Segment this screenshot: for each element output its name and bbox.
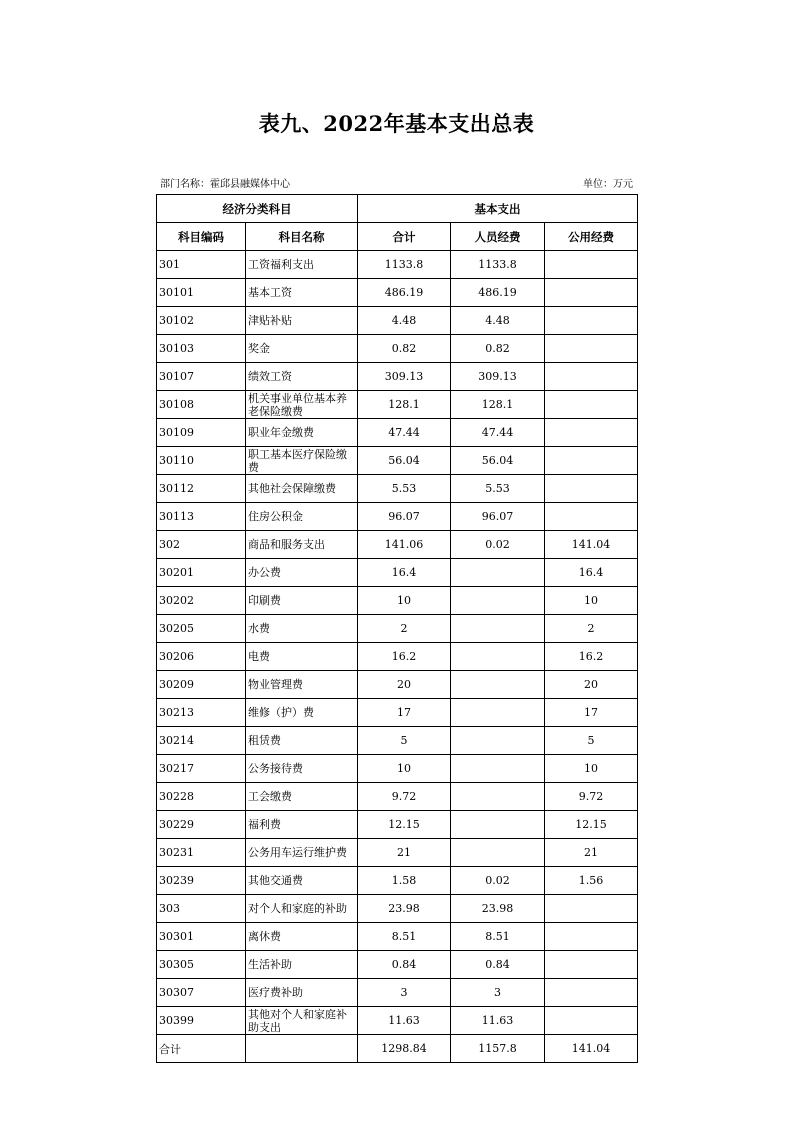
table-row: [157, 839, 638, 867]
cell-personnel: [451, 559, 545, 587]
cell-code: 30214: [157, 727, 246, 755]
department-label: 部门名称：霍邱县融媒体中心: [160, 179, 290, 190]
cell-name: 维修（护）费: [246, 699, 358, 727]
cell-personnel: [451, 587, 545, 615]
unit-label: 单位：万元: [583, 179, 633, 190]
cell-code: 30213: [157, 699, 246, 727]
table-row: [157, 503, 638, 531]
table-row: [157, 643, 638, 671]
table-row: [157, 699, 638, 727]
cell-public: 10: [545, 587, 638, 615]
cell-name: 福利费: [246, 811, 358, 839]
cell-name: 离休费: [246, 923, 358, 951]
cell-personnel: [451, 783, 545, 811]
cell-personnel: [451, 727, 545, 755]
cell-total: 309.13: [358, 363, 451, 391]
header-personnel: 人员经费: [451, 223, 545, 251]
cell-personnel: 96.07: [451, 503, 545, 531]
cell-code: 30209: [157, 671, 246, 699]
cell-personnel: 1157.8: [451, 1035, 545, 1063]
cell-personnel: 47.44: [451, 419, 545, 447]
cell-total: 11.63: [358, 1007, 451, 1035]
cell-total: 20: [358, 671, 451, 699]
cell-total: 141.06: [358, 531, 451, 559]
cell-personnel: [451, 755, 545, 783]
cell-code: 302: [157, 531, 246, 559]
cell-total: 1133.8: [358, 251, 451, 279]
cell-personnel: 0.82: [451, 335, 545, 363]
cell-code: 301: [157, 251, 246, 279]
cell-personnel: 56.04: [451, 447, 545, 475]
cell-personnel: 23.98: [451, 895, 545, 923]
cell-code: 30206: [157, 643, 246, 671]
cell-name: 奖金: [246, 335, 358, 363]
cell-total: 486.19: [358, 279, 451, 307]
cell-name: 基本工资: [246, 279, 358, 307]
table-row: [157, 1035, 638, 1063]
cell-personnel: [451, 615, 545, 643]
table-row: [157, 587, 638, 615]
cell-personnel: 8.51: [451, 923, 545, 951]
cell-public: [545, 895, 638, 923]
cell-code: 30301: [157, 923, 246, 951]
cell-code: 30231: [157, 839, 246, 867]
cell-public: [545, 923, 638, 951]
table-row: [157, 755, 638, 783]
header-code: 科目编码: [157, 223, 246, 251]
cell-name: 公务用车运行维护费: [246, 839, 358, 867]
table-row: [157, 671, 638, 699]
cell-name: 生活补助: [246, 951, 358, 979]
cell-total: 0.84: [358, 951, 451, 979]
table-row: [157, 811, 638, 839]
cell-total: 2: [358, 615, 451, 643]
cell-public: [545, 335, 638, 363]
cell-public: [545, 475, 638, 503]
cell-personnel: [451, 699, 545, 727]
cell-personnel: 309.13: [451, 363, 545, 391]
cell-name: 津贴补贴: [246, 307, 358, 335]
cell-personnel: 0.02: [451, 867, 545, 895]
cell-total: 1.58: [358, 867, 451, 895]
header-name: 科目名称: [246, 223, 358, 251]
cell-name: 租赁费: [246, 727, 358, 755]
cell-code: 30205: [157, 615, 246, 643]
cell-code: 30103: [157, 335, 246, 363]
cell-name: 其他对个人和家庭补助支出: [246, 1007, 358, 1035]
cell-public: 141.04: [545, 1035, 638, 1063]
cell-code: 30217: [157, 755, 246, 783]
cell-public: [545, 391, 638, 419]
table-row: [157, 419, 638, 447]
cell-name: 公务接待费: [246, 755, 358, 783]
cell-name: 办公费: [246, 559, 358, 587]
cell-public: 2: [545, 615, 638, 643]
basic-expenditure-table: [156, 194, 638, 1063]
cell-code: 30399: [157, 1007, 246, 1035]
cell-name: 其他社会保障缴费: [246, 475, 358, 503]
table-row: [157, 335, 638, 363]
cell-total: 5: [358, 727, 451, 755]
cell-code: 30113: [157, 503, 246, 531]
cell-personnel: [451, 811, 545, 839]
header-public: 公用经费: [545, 223, 638, 251]
cell-total: 16.2: [358, 643, 451, 671]
cell-name: 印刷费: [246, 587, 358, 615]
cell-personnel: 0.84: [451, 951, 545, 979]
cell-total: 16.4: [358, 559, 451, 587]
cell-total: 12.15: [358, 811, 451, 839]
cell-public: [545, 363, 638, 391]
cell-total: 0.82: [358, 335, 451, 363]
cell-public: [545, 1007, 638, 1035]
table-row: [157, 615, 638, 643]
table-row: [157, 279, 638, 307]
cell-code: 30110: [157, 447, 246, 475]
cell-total: 56.04: [358, 447, 451, 475]
cell-public: 16.4: [545, 559, 638, 587]
header-basic-expenditure: 基本支出: [358, 195, 638, 223]
cell-name: [246, 1035, 358, 1063]
cell-name: 职业年金缴费: [246, 419, 358, 447]
cell-total: 8.51: [358, 923, 451, 951]
cell-name: 电费: [246, 643, 358, 671]
cell-public: 17: [545, 699, 638, 727]
table-row: [157, 307, 638, 335]
cell-code: 30108: [157, 391, 246, 419]
cell-public: [545, 503, 638, 531]
cell-total: 10: [358, 587, 451, 615]
cell-code: 30109: [157, 419, 246, 447]
cell-personnel: 128.1: [451, 391, 545, 419]
cell-code: 30229: [157, 811, 246, 839]
cell-code: 30107: [157, 363, 246, 391]
cell-public: 1.56: [545, 867, 638, 895]
cell-name: 绩效工资: [246, 363, 358, 391]
cell-public: 16.2: [545, 643, 638, 671]
cell-total: 47.44: [358, 419, 451, 447]
cell-public: [545, 979, 638, 1007]
cell-public: 141.04: [545, 531, 638, 559]
table-row: [157, 951, 638, 979]
cell-name: 工资福利支出: [246, 251, 358, 279]
table-row: [157, 895, 638, 923]
cell-total: 21: [358, 839, 451, 867]
cell-code: 30112: [157, 475, 246, 503]
cell-personnel: 0.02: [451, 531, 545, 559]
table-row: [157, 363, 638, 391]
cell-code: 合计: [157, 1035, 246, 1063]
cell-public: 5: [545, 727, 638, 755]
cell-name: 商品和服务支出: [246, 531, 358, 559]
table-row: [157, 727, 638, 755]
cell-personnel: 3: [451, 979, 545, 1007]
cell-public: 9.72: [545, 783, 638, 811]
cell-total: 10: [358, 755, 451, 783]
table-row: [157, 923, 638, 951]
cell-name: 水费: [246, 615, 358, 643]
cell-public: [545, 951, 638, 979]
cell-code: 30201: [157, 559, 246, 587]
table-row: [157, 251, 638, 279]
cell-total: 17: [358, 699, 451, 727]
table-row: [157, 783, 638, 811]
page-title: 表九、2022年基本支出总表: [258, 111, 535, 136]
cell-name: 机关事业单位基本养老保险缴费: [246, 391, 358, 419]
header-economic-classification: 经济分类科目: [157, 195, 358, 223]
cell-name: 医疗费补助: [246, 979, 358, 1007]
cell-name: 物业管理费: [246, 671, 358, 699]
cell-public: 10: [545, 755, 638, 783]
cell-total: 1298.84: [358, 1035, 451, 1063]
cell-public: 21: [545, 839, 638, 867]
cell-public: [545, 447, 638, 475]
cell-public: [545, 419, 638, 447]
header-total: 合计: [358, 223, 451, 251]
cell-public: [545, 279, 638, 307]
cell-public: [545, 307, 638, 335]
cell-total: 4.48: [358, 307, 451, 335]
table-row: [157, 979, 638, 1007]
cell-public: [545, 251, 638, 279]
header-row-group: [157, 195, 638, 223]
table-body: [157, 251, 638, 1063]
cell-total: 128.1: [358, 391, 451, 419]
header-row-columns: [157, 223, 638, 251]
cell-name: 住房公积金: [246, 503, 358, 531]
cell-personnel: [451, 671, 545, 699]
cell-name: 职工基本医疗保险缴费: [246, 447, 358, 475]
cell-code: 30307: [157, 979, 246, 1007]
cell-public: 12.15: [545, 811, 638, 839]
cell-code: 30239: [157, 867, 246, 895]
table-row: [157, 559, 638, 587]
cell-personnel: [451, 643, 545, 671]
cell-name: 工会缴费: [246, 783, 358, 811]
table-row: [157, 447, 638, 475]
table-row: [157, 1007, 638, 1035]
cell-personnel: 4.48: [451, 307, 545, 335]
cell-total: 5.53: [358, 475, 451, 503]
cell-personnel: [451, 839, 545, 867]
cell-code: 30228: [157, 783, 246, 811]
cell-code: 30305: [157, 951, 246, 979]
cell-code: 303: [157, 895, 246, 923]
cell-personnel: 5.53: [451, 475, 545, 503]
table-row: [157, 867, 638, 895]
cell-total: 96.07: [358, 503, 451, 531]
cell-code: 30101: [157, 279, 246, 307]
cell-public: 20: [545, 671, 638, 699]
cell-total: 9.72: [358, 783, 451, 811]
cell-total: 23.98: [358, 895, 451, 923]
table-row: [157, 475, 638, 503]
table-row: [157, 531, 638, 559]
cell-code: 30102: [157, 307, 246, 335]
cell-personnel: 11.63: [451, 1007, 545, 1035]
cell-personnel: 486.19: [451, 279, 545, 307]
cell-personnel: 1133.8: [451, 251, 545, 279]
cell-total: 3: [358, 979, 451, 1007]
cell-code: 30202: [157, 587, 246, 615]
table-row: [157, 391, 638, 419]
cell-name: 对个人和家庭的补助: [246, 895, 358, 923]
cell-name: 其他交通费: [246, 867, 358, 895]
